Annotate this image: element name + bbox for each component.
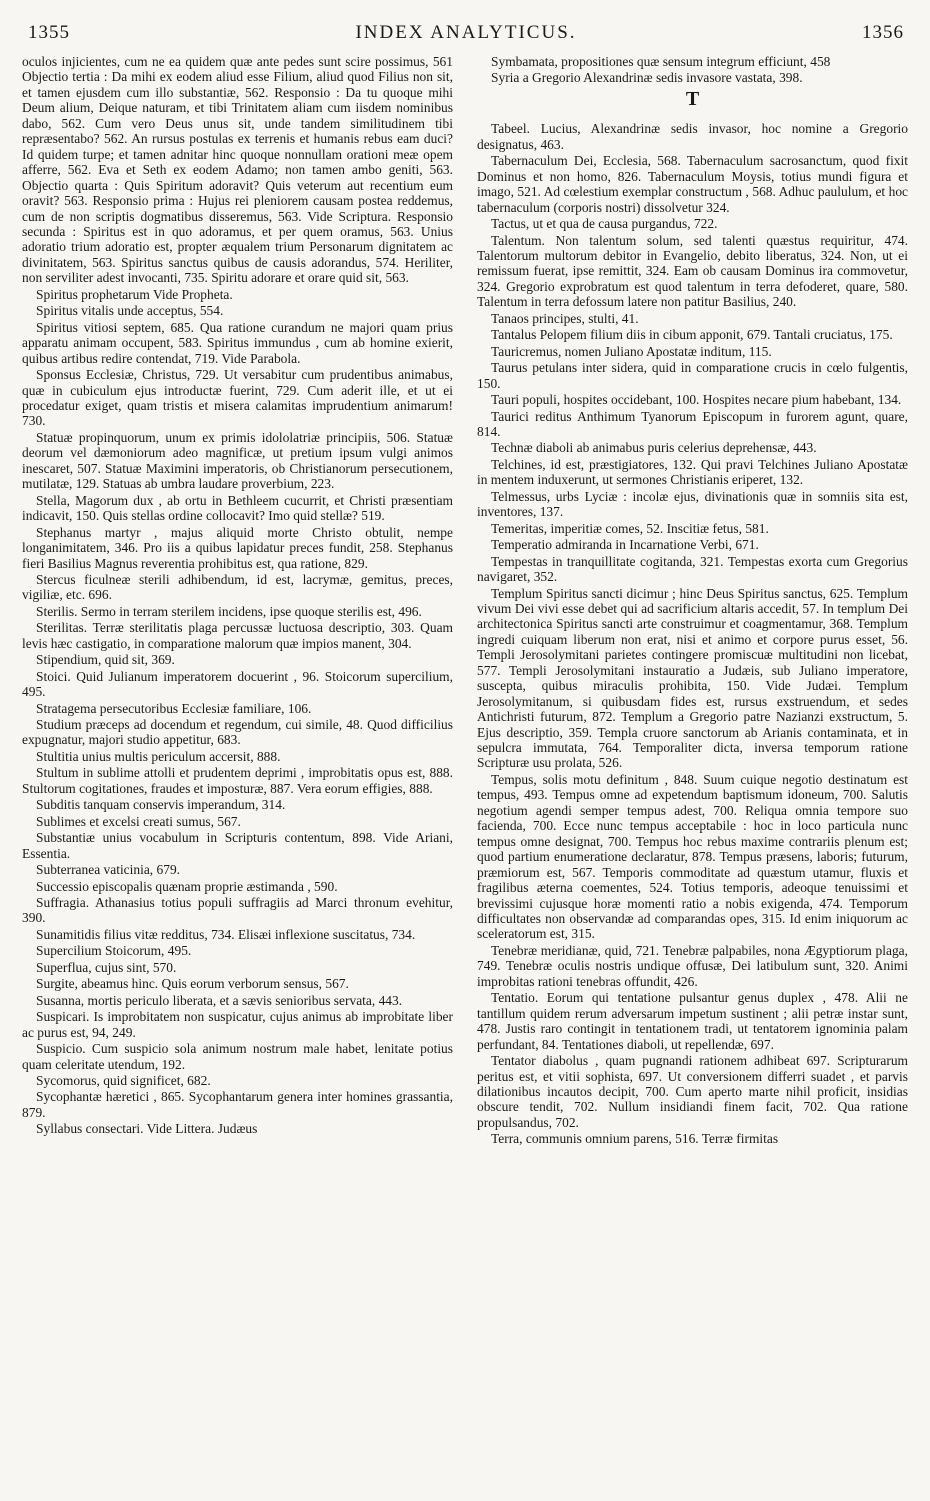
index-entry: Stratagema persecutoribus Ecclesiæ familiare, 106. xyxy=(36,700,312,716)
index-entry: Tempestas in tranquillitate cogitanda, 321. Tempestas exorta cum Gregorius navigaret, 352. xyxy=(477,553,908,585)
index-entry: Suspicari. Is improbitatem non suspicatur, cujus animus ab improbitate liber ac purus est, 94, 249. xyxy=(22,1009,453,1040)
index-entry: Templum Spiritus sancti dicimur ; hinc Deus Spiritus sanctus, 625. Templum vivum Dei vivi esse debet qui ad sacrificium altaris accedit, 57. In templum Dei architectonica Spiritus sancti arte construimur et coagmentamur, 368. Templum ingredi cuiquam liberum non erat, nisi et animo et corpore purus esset, 56. Templi Jerosolymitani parietes contingere promiscuæ multitudini non licebat, 577. Templi Jerosolymitani instauratio a Judæis, sub Juliano imperatore, suscepta, quibus miraculis prohibita, 150. Vide Judæi. Templum Jerosolymitanum, si quibusdam fides est, rursus exstruendum, et sedes Antichristi futurum, 872. Templum a Gregorio patre Nazianzi exstructum, 5. Ejus descriptio, 359. Templa cruore sanctorum ab Arianis contaminata, et in sepulcra immutata, 764. Temporaliter dicta, inversa temporum ratione Scripturæ usu prolata, 526. xyxy=(477,585,908,771)
index-entry: Sponsus Ecclesiæ, Christus, 729. Ut versabitur cum prudentibus animabus, quæ in cubiculum ejus introductæ fuerint, 729. Cum aderit ille, et ut ei procedatur exiget, quam tristis et misera calamitas imprudentium animarum! 730. xyxy=(22,367,453,429)
index-entry: oculos injicientes, cum ne ea quidem quæ ante pedes sunt scire possimus, 561 Objectio tertia : Da mihi ex eodem aliud esse Filium, aliud quod Filius non sit, et tamen ejusdem cum illo substantiæ, 562. Responsio : Da tu quoque mihi Deum alium, Deique naturam, et tibi Trinitatem aliam cum iisdem nominibus dabo, 562. Cum vero Deus unus sit, unde tandem similitudinem tibi repræsentabo? 562. An rursus postulas ex terrenis et humanis rebus eam duci? Id quidem turpe; et tamen adnitar hinc quoque nonnullam orationi meæ opem afferre, 562. Eva et Seth ex eodem Adamo; non tamen ambo geniti, 563. Objectio quarta : Quis Spiritum adoravit? Quis veterum aut recentium eum oravit? 563. Responsio prima : Hujus rei pleniorem causam postea reddemus, cum de non scriptis dogmatibus disseremus, 563. Vide Scriptura. Responsio secunda : Spiritus est in quo adoramus, et per quem oramus, 563. Unius adoratio trium adoratio est, propter æqualem trium Personarum dignitatem ac divinitatem, 563. Spiritus sanctus quibus de causis adorandus, 574. Heriliter, non serviliter adest invocanti, 735. Spiritu adorare et orare quid sit, 563. xyxy=(22,54,453,286)
index-entry: Stercus ficulneæ sterili adhibendum, id est, lacrymæ, gemitus, preces, vigiliæ, etc. 696. xyxy=(22,571,453,603)
index-entry: Stultum in sublime attolli et prudentem deprimi , improbitatis opus est, 888. Stultorum cogitationes, fraudes et imposturæ, 887. Vera eorum effigies, 888. xyxy=(22,765,453,796)
index-entry: Spiritus prophetarum Vide Propheta. xyxy=(36,286,233,302)
index-entry: Tabernaculum Dei, Ecclesia, 568. Tabernaculum sacrosanctum, quod fixit Dominus et non homo, 826. Tabernaculum Moysis, totius mundi figura et imago, 521. Ad cœlestium exemplar constructum , 568. Adhuc paululum, et hoc tabernaculum (corporis nostri) dissolvetur 324. xyxy=(477,153,908,215)
page-title: INDEX ANALYTICUS. xyxy=(355,22,577,43)
index-entry: Technæ diaboli ab animabus puris celerius deprehensæ, 443. xyxy=(491,440,817,456)
index-entry: Stipendium, quid sit, 369. xyxy=(36,652,175,668)
index-entry: Susanna, mortis periculo liberata, et a sævis senioribus servata, 443. xyxy=(36,992,403,1008)
right-column xyxy=(477,54,908,1148)
index-entry: Tactus, ut et qua de causa purgandus, 722. xyxy=(491,216,718,232)
index-entry: Suspicio. Cum suspicio sola animum nostrum male habet, lenitate potius quam celeritate utendum, 192. xyxy=(22,1041,453,1072)
index-entry: Surgite, abeamus hinc. Quis eorum verborum sensus, 567. xyxy=(36,976,349,992)
section-letter: T xyxy=(685,87,700,110)
index-entry: Sunamitidis filius vitæ redditus, 734. Elisæi inflexione suscitatus, 734. xyxy=(36,926,416,942)
index-entry: Tabeel. Lucius, Alexandrinæ sedis invasor, hoc nomine a Gregorio designatus, 463. xyxy=(477,121,908,152)
index-entry: Tempus, solis motu definitum , 848. Suum cuique negotio destinatum est tempus, 493. Tempus omne ad expetendum baptismum idoneum, 700. Salutis negotium agendi semper tempus adest, 700. Reliqua omnia tempore suo facienda, 700. Ecce nunc tempus acceptabile : hoc in loco particula nunc tempus omne designat, 700. Tempus hoc rebus maxime contrariis plenum est; quod partium enumeratione declaratur, 878. Tempus præsens, laboris; futurum, præmiorum est, 567. Temporis commoditate ad quæstum utamur, fluxis et fragilibus æterna coementes, 524. Totius temporis, adeoque tenuissimi et brevissimi cujusque horæ momenti ratio a nobis exigenda, 474. Temporum difficultates non observandæ ad comparandas opes, 315. Id enim iniquorum ac sceleratorum est, 315. xyxy=(477,771,908,942)
index-entry: Stoici. Quid Julianum imperatorem docuerint , 96. Stoicorum supercilium, 495. xyxy=(22,668,453,700)
index-entry: Suffragia. Athanasius totius populi suffragiis ad Marci thronum evehitur, 390. xyxy=(22,895,453,926)
index-entry: Tanaos principes, stulti, 41. xyxy=(491,310,639,326)
index-entry: Telchines, id est, præstigiatores, 132. Qui pravi Telchines Juliano Apostatæ in mentem induxerunt, ut sermones Christianis eriperet, 132. xyxy=(477,456,908,488)
index-entry: Spiritus vitiosi septem, 685. Qua ratione curandum ne majori quam prius apparatu animam occupent, 583. Spiritus immundus , cum ab homine exierit, quibus artibus redire contendat, 719. Vide Parabola. xyxy=(22,319,453,366)
index-entry: Syllabus consectari. Vide Littera. Judæus xyxy=(36,1121,258,1137)
index-entry: Tantalus Pelopem filium diis in cibum apponit, 679. Tantali cruciatus, 175. xyxy=(491,327,893,343)
index-entry: Syria a Gregorio Alexandrinæ sedis invasore vastata, 398. xyxy=(491,70,803,86)
index-entry: Taurus petulans inter sidera, quid in comparatione crucis in cœlo fulgentis, 150. xyxy=(477,360,908,391)
index-entry: Tauricremus, nomen Juliano Apostatæ inditum, 115. xyxy=(491,343,772,359)
index-entry: Stephanus martyr , majus aliquid morte Christo obtulit, nempe longanimitatem, 346. Pro iis a quibus lapidatur preces fundit, 258. Stephanus fieri Basilius Magnus reverentia prohibitus est, qua ratione, 829. xyxy=(22,524,453,571)
index-entry: Tauri populi, hospites occidebant, 100. Hospites necare pium habebant, 134. xyxy=(491,392,902,408)
index-entry: Tentatio. Eorum qui tentatione pulsantur genus duplex , 478. Alii ne tantillum quidem rerum adversarum impetum sustinent ; alii petræ instar sunt, 478. Justis raro contingit in tentationem tradi, ut tentatorem ignominia palam perfundant, 84. Tentationes diaboli, ut repellendæ, 697. xyxy=(477,990,908,1052)
index-entry: Temperatio admiranda in Incarnatione Verbi, 671. xyxy=(491,537,759,553)
index-entry: Successio episcopalis quænam proprie æstimanda , 590. xyxy=(36,878,338,894)
index-entry: Superflua, cujus sint, 570. xyxy=(36,959,177,975)
index-columns xyxy=(22,54,908,1148)
index-entry: Spiritus vitalis unde acceptus, 554. xyxy=(36,303,224,319)
index-entry: Tentator diabolus , quam pugnandi rationem adhibeat 697. Scripturarum peritus est, et vitii sophista, 697. Ut conversionem differri suadet , et parvis dilationibus incautos decipit, 700. Cum aperto marte nihil proficit, insidias obscure tendit, 702. Nullum insidiandi finem facit, 702. Qua ratione propulsandus, 702. xyxy=(477,1053,908,1130)
page-number-right: 1356 xyxy=(862,22,904,43)
index-entry: Supercilium Stoicorum, 495. xyxy=(36,943,192,959)
index-entry: Sublimes et excelsi creati sumus, 567. xyxy=(36,813,241,829)
running-head xyxy=(28,22,904,46)
index-entry: Temeritas, imperitiæ comes, 52. Inscitiæ fetus, 581. xyxy=(491,520,769,536)
index-entry: Studium præceps ad docendum et regendum, cui simile, 48. Quod difficilius expugnatur, majori studio appetitur, 683. xyxy=(22,717,453,748)
index-entry: Sterilitas. Terræ sterilitatis plaga percussæ luctuosa descriptio, 303. Quam levis hæc castigatio, in comparatione malorum quæ impios manent, 304. xyxy=(22,620,453,651)
index-entry: Taurici reditus Anthimum Tyanorum Episcopum in furorem agunt, quare, 814. xyxy=(477,408,908,439)
index-entry: Sycophantæ hæretici , 865. Sycophantarum genera inter homines grassantia, 879. xyxy=(22,1089,453,1120)
index-entry: Symbamata, propositiones quæ sensum integrum efficiunt, 458 xyxy=(491,54,831,69)
index-entry: Talentum. Non talentum solum, sed talenti quæstus requiritur, 474. Talentorum multorum debitor in Evangelio, debito liberatus, 324. Non, ut ei remissum fuerat, ipse remittit, 324. Eam ob causam Dominus ira commovetur, 324. Gregorio exprobratum est quod talentum in terra defoderet, quare, 580. Talentum in terra defossum latere non patitur Basilius, 240. xyxy=(477,232,908,310)
index-entry: Sterilis. Sermo in terram sterilem incidens, ipse quoque sterilis est, 496. xyxy=(36,603,422,619)
left-column xyxy=(22,54,453,1148)
index-entry: Sycomorus, quid significet, 682. xyxy=(36,1073,211,1088)
index-entry: Terra, communis omnium parens, 516. Terræ firmitas xyxy=(491,1131,779,1147)
page-number-left: 1355 xyxy=(28,22,70,43)
index-entry: Telmessus, urbs Lyciæ : incolæ ejus, divinationis quæ in somniis sita est, inventores, 137. xyxy=(477,488,908,520)
index-entry: Statuæ propinquorum, unum ex primis idololatriæ principiis, 506. Statuæ deorum vel dæmoniorum adeo magnificæ, ut pretium ipsum vulgi animos inescaret, 507. Statuæ Maximini imperatoris, ob Christianorum persecutionem, mutilatæ, 129. Statuas ab umbra laudare proverbium, 223. xyxy=(22,429,453,492)
index-entry: Subterranea vaticinia, 679. xyxy=(36,862,181,878)
index-entry: Substantiæ unius vocabulum in Scripturis contentum, 898. Vide Ariani, Essentia. xyxy=(22,830,453,861)
index-entry: Subditis tanquam conservis imperandum, 314. xyxy=(36,797,286,813)
index-entry: Tenebræ meridianæ, quid, 721. Tenebræ palpabiles, nona Ægyptiorum plaga, 749. Tenebræ oculis nostris undique offusæ, Dei latibulum sunt, 320. Animi improbitas rationi tenebras offundit, 426. xyxy=(477,942,908,989)
index-entry: Stultitia unius multis periculum accersit, 888. xyxy=(36,748,281,764)
index-entry: Stella, Magorum dux , ab ortu in Bethleem cucurrit, et Christi præsentiam indicavit, 150. Quis stellas ordine collocavit? Imo quid stellæ? 519. xyxy=(22,492,453,524)
